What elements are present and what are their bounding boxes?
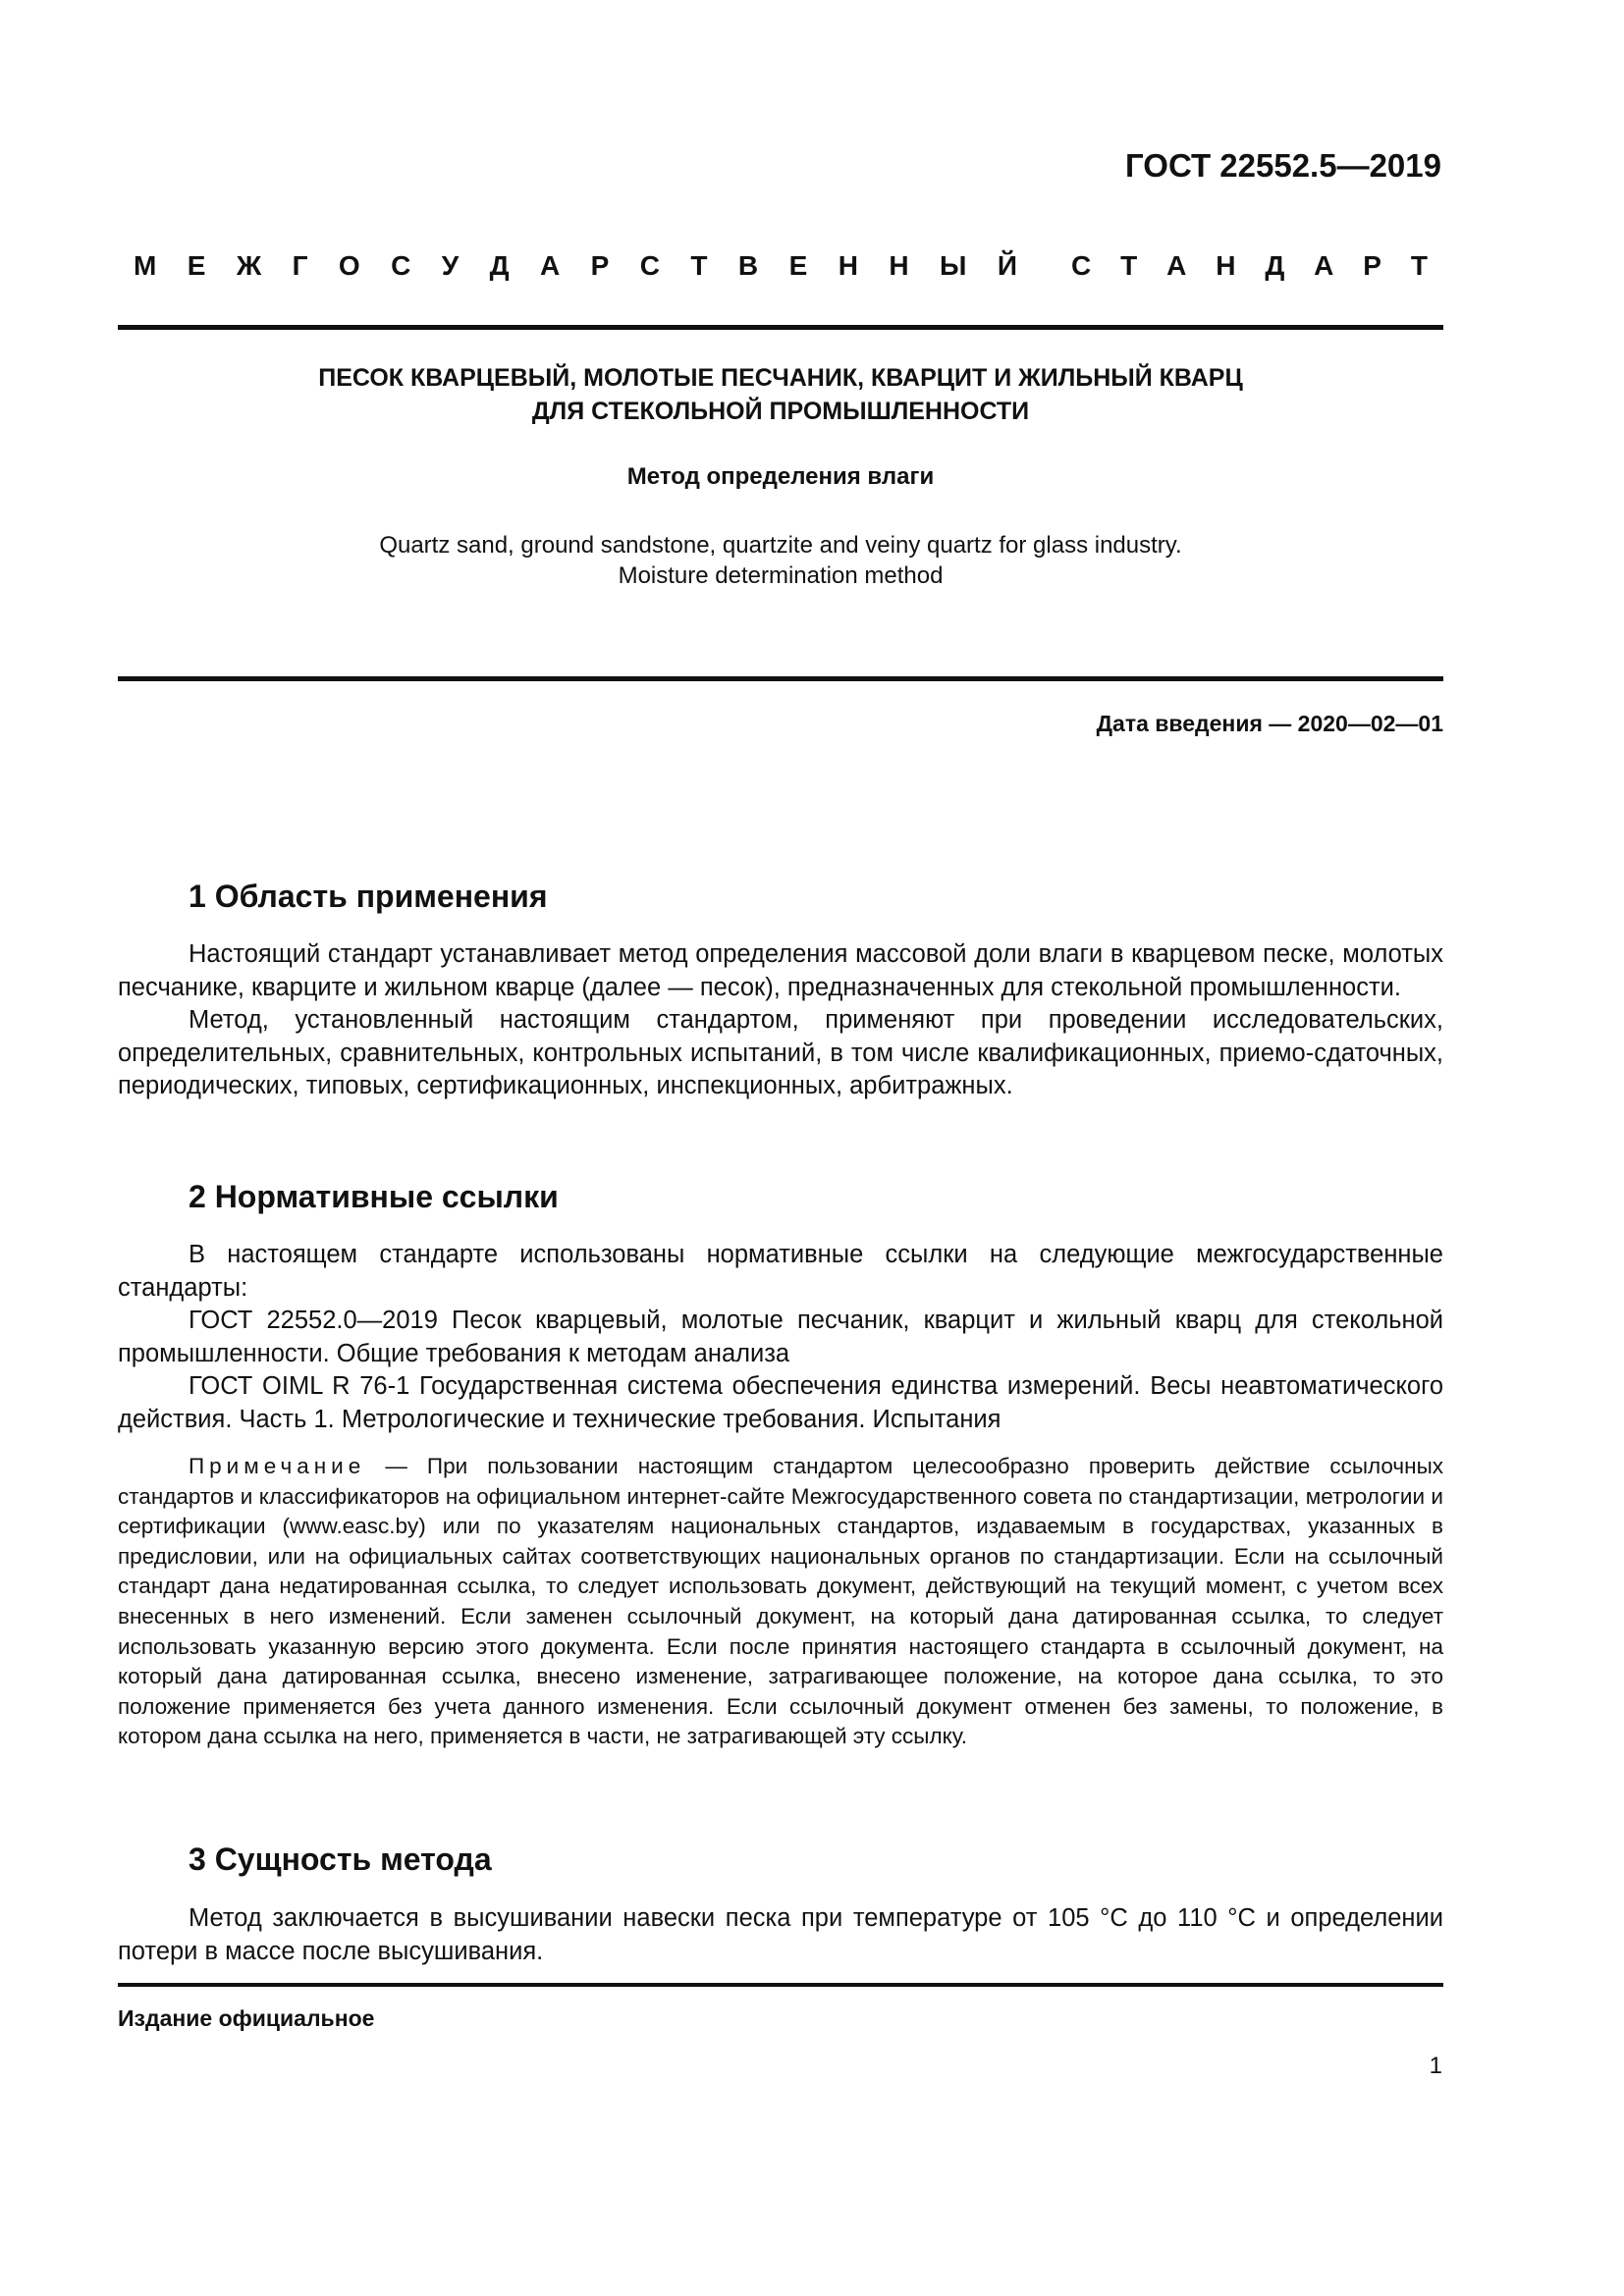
banner-letter: М xyxy=(134,250,157,281)
banner-letter: Й xyxy=(997,250,1017,281)
banner-letter: У xyxy=(441,250,460,281)
banner-letter: В xyxy=(737,250,759,281)
title-line-2: ДЛЯ СТЕКОЛЬНОЙ ПРОМЫШЛЕННОСТИ xyxy=(531,398,1030,425)
title-en-line-2: Moisture determination method xyxy=(618,562,944,589)
banner-letter: Р xyxy=(590,250,610,281)
banner-letter: Д xyxy=(1265,250,1285,281)
section-2-reference-1: ГОСТ 22552.0—2019 Песок кварцевый, молотые песчаник, кварцит и жильный кварц для стекольной промышленности. Общие требования к методам анализа xyxy=(118,1307,1443,1367)
section-3-body xyxy=(118,1902,1443,1968)
footer-rule xyxy=(118,1983,1443,1987)
introduction-date: Дата введения — 2020—02—01 xyxy=(1096,711,1443,736)
section-1-heading: 1 Область применения xyxy=(189,879,548,914)
header-rule xyxy=(118,325,1443,330)
section-3-heading: 3 Сущность метода xyxy=(189,1842,492,1877)
section-2-paragraph-1: В настоящем стандарте использованы нормативные ссылки на следующие межгосударственные стандарты: xyxy=(118,1241,1443,1302)
title-en-line-1: Quartz sand, ground sandstone, quartzite and veiny quartz for glass industry. xyxy=(379,532,1182,559)
official-edition-label: Издание официальное xyxy=(118,2005,375,2031)
banner-letter: Н xyxy=(838,250,858,281)
banner-letter: Е xyxy=(187,250,206,281)
banner-letter: Т xyxy=(690,250,708,281)
subtitle-russian: Метод определения влаги xyxy=(626,463,935,490)
banner-letter: Т xyxy=(1410,250,1428,281)
title-english xyxy=(118,530,1443,591)
section-1-body xyxy=(118,938,1443,1103)
banner-word-interstate xyxy=(134,250,1017,282)
banner-letter: Т xyxy=(1120,250,1138,281)
banner-letter: А xyxy=(1314,250,1334,281)
interstate-standard-banner xyxy=(134,250,1428,282)
banner-letter: А xyxy=(1166,250,1187,281)
section-1-paragraph-2: Метод, установленный настоящим стандартом, применяют при проведении исследовательских, определительных, сравнительных, контрольных испытаний, в том числе квалификационных, приемо-сдаточных, периодических, типовых, сертификационных, инспекционных, арбитражных. xyxy=(118,1006,1443,1099)
banner-letter: А xyxy=(539,250,561,281)
section-2-heading: 2 Нормативные ссылки xyxy=(189,1179,559,1214)
banner-letter: С xyxy=(639,250,660,281)
note-label: Примечание xyxy=(189,1454,366,1478)
banner-letter: Г xyxy=(292,250,308,281)
banner-letter: Д xyxy=(489,250,510,281)
banner-letter: Ы xyxy=(940,250,967,281)
title-rule xyxy=(118,676,1443,681)
banner-letter: Н xyxy=(889,250,909,281)
banner-letter: С xyxy=(1071,250,1092,281)
banner-letter: Р xyxy=(1363,250,1381,281)
title-russian xyxy=(118,361,1443,428)
section-2-body xyxy=(118,1239,1443,1436)
banner-letter: Н xyxy=(1216,250,1236,281)
banner-letter: Ж xyxy=(236,250,262,281)
standard-code: ГОСТ 22552.5—2019 xyxy=(1125,147,1441,184)
section-2-note xyxy=(118,1452,1443,1752)
page-number: 1 xyxy=(1429,2053,1442,2079)
banner-word-standard xyxy=(1071,250,1428,282)
section-3-paragraph-1: Метод заключается в высушивании навески песка при температуре от 105 °С до 110 °С и определении потери в массе после высушивания. xyxy=(118,1904,1443,1965)
section-1-paragraph-1: Настоящий стандарт устанавливает метод определения массовой доли влаги в кварцевом песке, молотых песчанике, кварците и жильном кварце (далее — песок), предназначенных для стекольной промышленности. xyxy=(118,940,1443,1001)
section-2-reference-2: ГОСТ OIML R 76-1 Государственная система обеспечения единства измерений. Весы неавтоматического действия. Часть 1. Метрологические и технические требования. Испытания xyxy=(118,1372,1443,1433)
banner-letter: С xyxy=(391,250,411,281)
banner-letter: Е xyxy=(788,250,808,281)
title-line-1: ПЕСОК КВАРЦЕВЫЙ, МОЛОТЫЕ ПЕСЧАНИК, КВАРЦИТ И ЖИЛЬНЫЙ КВАРЦ xyxy=(318,364,1243,392)
note-text: — При пользовании настоящим стандартом целесообразно проверить действие ссылочных стандартов и классификаторов на официальном интернет-сайте Межгосударственного совета по стандартизации, метрологии и сертификации (www.easc.by) или по указателям национальных стандартов, издаваемым в государствах, указанных в предисловии, или на официальных сайтах соответствующих национальных органов по стандартизации. Если на ссылочный стандарт дана недатированная ссылка, то следует использовать документ, действующий на текущий момент, с учетом всех внесенных в него изменений. Если заменен ссылочный документ, на который дана датированная ссылка, то следует использовать указанную версию этого документа. Если после принятия настоящего стандарта в ссылочный документ, на который дана датированная ссылка, внесено изменение, затрагивающее положение, на которое дана ссылка, то это положение применяется без учета данного изменения. Если ссылочный документ отменен без замены, то положение, в котором дана ссылка на него, применяется в части, не затрагивающей эту ссылку. xyxy=(118,1454,1443,1749)
banner-letter: О xyxy=(338,250,360,281)
